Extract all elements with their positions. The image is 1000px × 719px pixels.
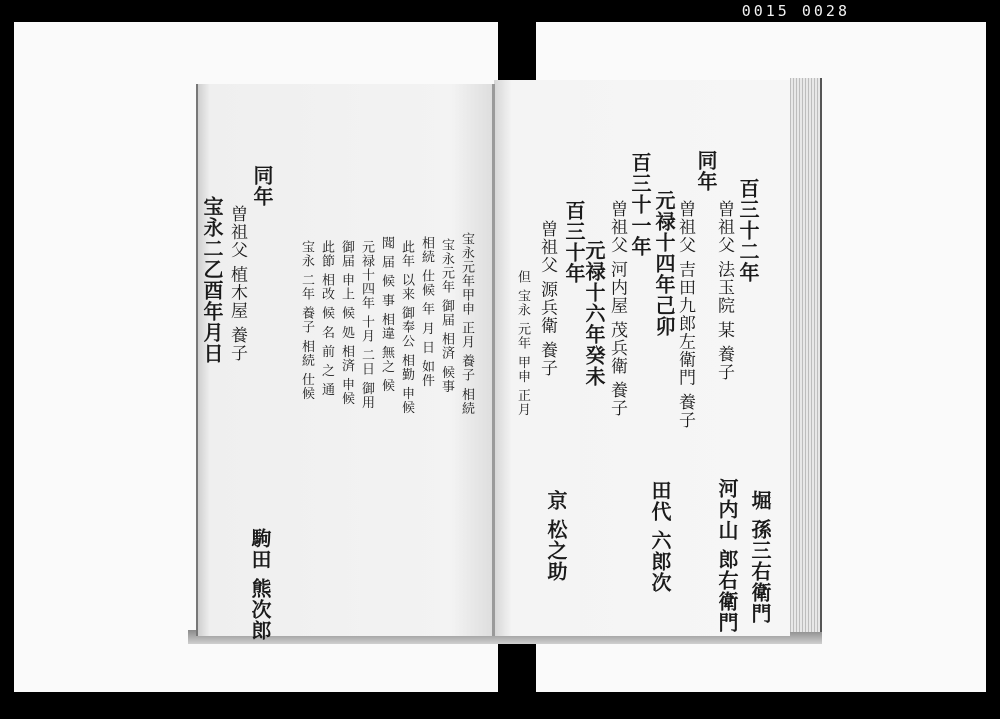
left-page-column-6: 御届 申上 候 処 相済 申候 xyxy=(339,240,354,406)
left-page-column-10: 曽祖父 植木屋 養子 xyxy=(227,205,247,362)
left-page-column-1: 宝永元年 御届 相済 候事 xyxy=(439,238,454,394)
page-edges xyxy=(790,78,822,632)
right-page-column-3: 曽祖父 吉田九郎左衛門 養子 xyxy=(675,200,695,429)
left-page-column-5: 元禄十四年 十月 二日 御用 xyxy=(359,240,374,410)
right-page-column-6: 曽祖父 河内屋 茂兵衛 養子 xyxy=(607,200,627,418)
left-page-column-4: 聞 届 候 事 相違 無之 候 xyxy=(379,236,394,393)
left-page-column-3: 此年 以来 御奉公 相勤 申候 xyxy=(399,240,414,415)
right-page-column-2: 同年 xyxy=(694,150,718,192)
left-page-column-7: 此節 相改 候 名 前 之 通 xyxy=(319,240,334,397)
book-spine xyxy=(492,84,495,636)
right-page-column-5: 百三十一年 xyxy=(628,152,652,257)
left-page-column-2: 相続 仕候 年 月 日 如件 xyxy=(419,236,434,388)
right-page-column-8: 百三十年 xyxy=(562,200,586,284)
right-page-name-2: 田代 六郎次 xyxy=(648,480,672,593)
right-page-column-9: 曽祖父 源兵衛 養子 xyxy=(537,220,557,377)
right-page-name-0: 堀 孫三右衛門 xyxy=(748,490,772,624)
right-page-column-7: 元禄十六年癸未 xyxy=(582,240,606,387)
right-page-column-10: 但 宝永 元年 甲申 正月 xyxy=(515,270,530,417)
right-page-name-1: 河内山 郎右衛門 xyxy=(715,478,739,633)
film-frame-number: 0015 0028 xyxy=(741,2,850,20)
left-page-column-11: 宝永二乙酉年月日 xyxy=(200,196,224,364)
left-page-name-0: 駒田 熊次郎 xyxy=(248,528,272,641)
left-page-column-0: 宝永元年甲申 正月 養子 相続 xyxy=(459,232,474,416)
right-page-column-1: 曽祖父 法玉院 某 養子 xyxy=(714,200,734,382)
right-page-name-3: 京 松之助 xyxy=(544,490,568,582)
left-page-column-8: 宝永 二年 養子 相続 仕候 xyxy=(299,240,314,401)
right-page-column-4: 元禄十四年己卯 xyxy=(652,190,676,337)
left-page-column-9: 同年 xyxy=(250,165,274,207)
right-page-column-0: 百三十二年 xyxy=(736,178,760,283)
